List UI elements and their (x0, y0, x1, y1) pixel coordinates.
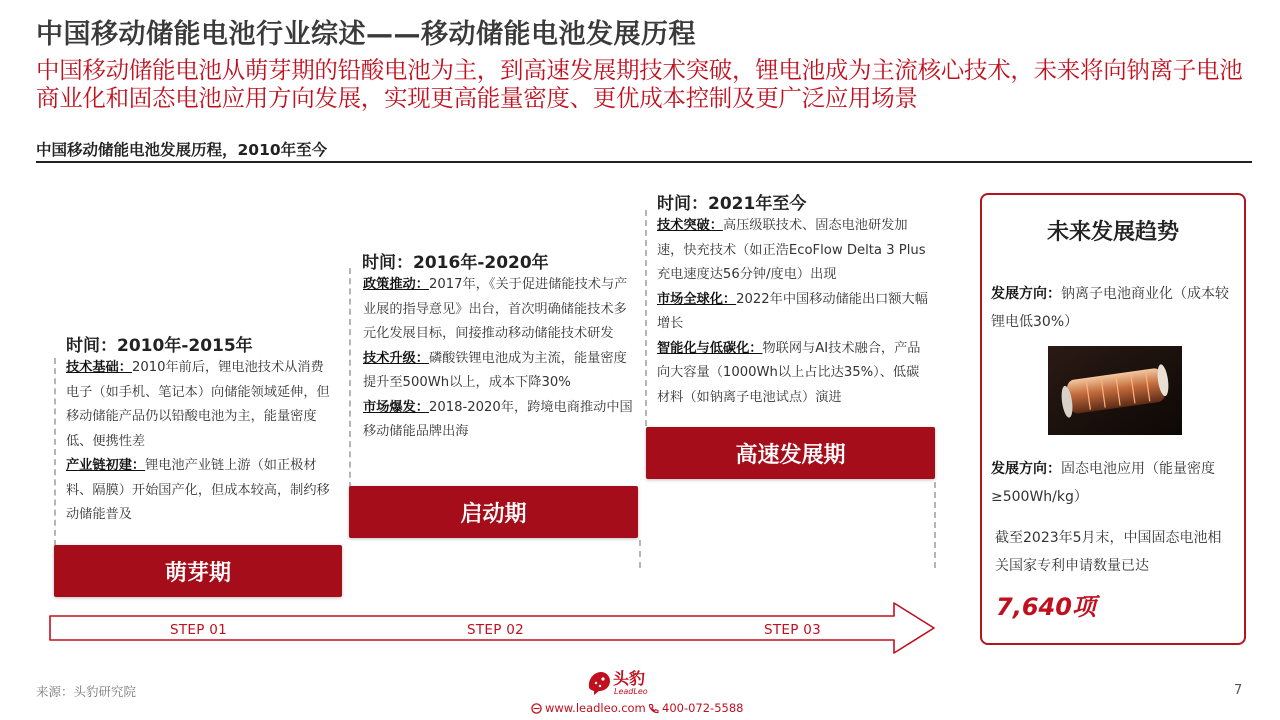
period-1-time: 时间：2010年-2015年 (66, 336, 253, 356)
logo-brand-cn: 头豹 (613, 669, 646, 688)
period-2-item-2-text: 磷酸铁锂电池成为主流，能量密度提升至500Wh以上，成本下降30% (363, 350, 627, 390)
period-1-item-1-text: 2010年前后，锂电池技术从消费电子（如手机、笔记本）向储能领域延伸，但移动储能产品仍以铅酸电池为主，能量密度低、便携性差 (66, 360, 330, 449)
period-1-item-1-key: 技术基础： (66, 360, 132, 375)
period-2-item-3 (363, 396, 633, 445)
period-3-item-2-text: 2022年中国移动储能出口额大幅增长 (657, 291, 928, 331)
page-title: 中国移动储能电池行业综述——移动储能电池发展历程 (36, 19, 696, 50)
period-3-item-1-key: 技术突破： (657, 218, 723, 233)
future-trends-title: 未来发展趋势 (1046, 220, 1179, 245)
step-03-label: STEP 03 (764, 622, 822, 638)
future-direction-1-key: 发展方向： (991, 286, 1061, 302)
stage-rapid-growth: 高速发展期 (646, 427, 935, 479)
phone-icon (648, 703, 659, 714)
period-2-item-1-key: 政策推动： (363, 277, 429, 292)
future-direction-2 (991, 455, 1241, 511)
period-2-item-2-key: 技术升级： (363, 350, 429, 366)
period-3-item-2 (657, 288, 929, 337)
period-2-item-3-key: 市场爆发： (363, 399, 429, 415)
page-number: 7 (1234, 683, 1243, 698)
future-direction-2-key: 发展方向： (991, 461, 1061, 477)
period-1-divider (54, 358, 56, 546)
period-1-item-2-text: 锂电池产业链上游（如正极材料、隔膜）开始国产化，但成本较高，制约移动储能普及 (66, 458, 330, 522)
period-1-item-2 (66, 454, 336, 528)
period-3-item-1 (657, 214, 929, 288)
leopard-logo-icon (586, 667, 612, 697)
period-3-item-3-text: 物联网与AI技术融合，产品向大容量（1000Wh以上占比达35%）、低碳材料（如钠离子电池试点）演进 (657, 340, 921, 405)
solid-state-battery-image (1048, 346, 1182, 435)
period-3-item-3-key: 智能化与低碳化： (657, 340, 763, 356)
period-3-item-3 (657, 337, 929, 411)
future-trends-panel (980, 193, 1246, 645)
future-direction-1-text: 钠离子电池商业化（成本较锂电低30%） (991, 286, 1229, 330)
period-2-item-1 (363, 273, 633, 347)
stage-sprout: 萌芽期 (54, 545, 342, 597)
phone-text: 400-072-5588 (662, 701, 744, 715)
period-2-item-3-text: 2018-2020年，跨境电商推动中国移动储能品牌出海 (363, 399, 633, 439)
period-2-lower-divider (639, 540, 641, 568)
website-contact[interactable] (531, 701, 646, 715)
future-direction-2-text: 固态电池应用（能量密度≥500Wh/kg） (991, 461, 1215, 505)
patent-statement: 截至2023年5月末，中国固态电池相关国家专利申请数量已达 (995, 530, 1222, 574)
period-1-item-1 (66, 356, 336, 454)
period-3-item-2-key: 市场全球化： (657, 291, 737, 307)
period-3-item-1-text: 高压级联技术、固态电池研发加速，快充技术（如正浩EcoFlow Delta 3 Plus充电速度达56分钟/度电）出现 (657, 218, 926, 282)
phone-contact[interactable] (648, 701, 743, 715)
section-divider (36, 161, 1252, 163)
period-2-divider (349, 268, 351, 488)
website-text: www.leadleo.com (545, 701, 646, 715)
period-2-time: 时间：2016年-2020年 (362, 253, 549, 273)
period-2-item-1-text: 2017年，《关于促进储能技术与产业展的指导意见》出台，首次明确储能技术多元化发展目标，间接推动移动储能技术研发 (363, 277, 628, 341)
period-3-time: 时间：2021年至今 (657, 194, 807, 214)
period-2-item-2 (363, 347, 633, 396)
period-3-description (657, 214, 929, 410)
period-1-description (66, 356, 336, 528)
patent-count: 7,640项 (996, 593, 1096, 621)
stage-startup: 启动期 (349, 486, 638, 538)
step-01-label: STEP 01 (170, 622, 228, 638)
period-3-lower-divider (934, 482, 936, 568)
period-1-item-2-key: 产业链初建： (66, 458, 146, 473)
web-icon (531, 703, 542, 714)
step-02-label: STEP 02 (467, 622, 525, 638)
page-subtitle: 中国移动储能电池从萌芽期的铅酸电池为主，到高速发展期技术突破，锂电池成为主流核心技术，未来将向钠离子电池商业化和固态电池应用方向发展，实现更高能量密度、更优成本控制及更广泛应用场景 (36, 56, 1243, 112)
source-note: 来源：头豹研究院 (36, 684, 137, 699)
section-label: 中国移动储能电池发展历程，2010年至今 (36, 141, 328, 159)
future-direction-1 (991, 280, 1241, 336)
period-3-divider (645, 210, 647, 426)
period-2-description (363, 273, 633, 445)
logo-brand-en: LeadLeo (614, 687, 648, 696)
